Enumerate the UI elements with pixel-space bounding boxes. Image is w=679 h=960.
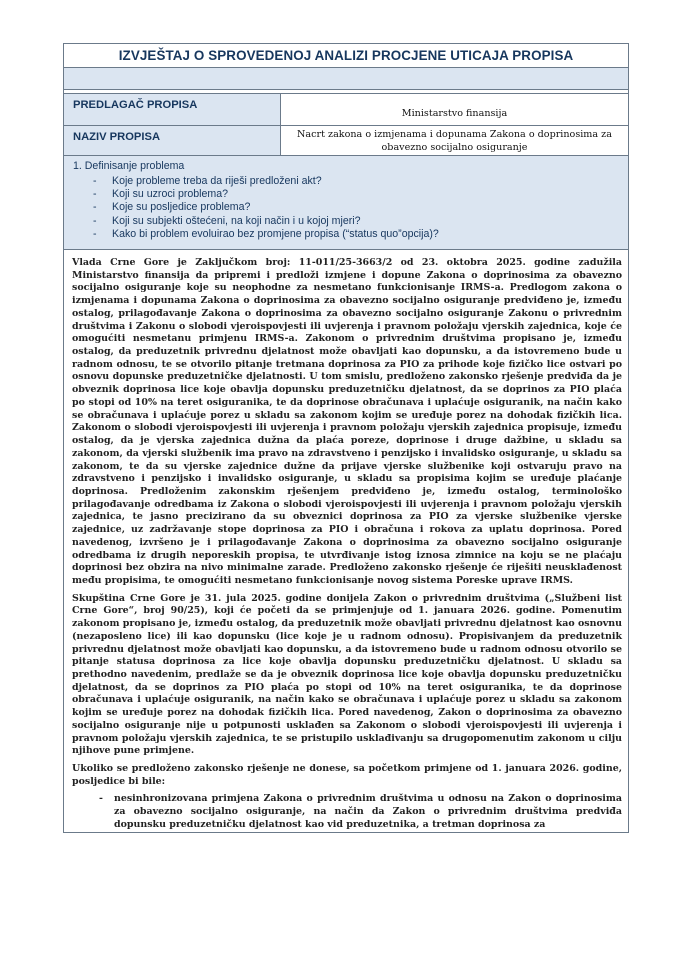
ria-report-table	[63, 43, 629, 833]
problem-definition-section	[64, 156, 628, 250]
body-paragraph: Skupština Crne Gore je 31. jula 2025. godine donijela Zakon o privrednim društvima („Službeni list Crne Gore“, broj 90/25), koji će početi da se primjenjuje od 1. januara 2026. godine. Pomenutim zakonom propisano je, između ostalog, da preduzetnik može obavljati privrednu djelatnost kao osnovnu (nezaposleno lice) ili kao dopunsku (lice koje je u radnom odnosu). Propisivanjem da preduzetnik privrednu djelatnost može obavljati kao dopunsku, a da istovremeno bude u radnom odnosu otvorilo se pitanje statusa doprinosa za lice koje obavlja dopunsku preduzetničku djelatnost. U skladu sa prethodno navedenim, predlaže se da je obveznik doprinosa lice koje obavlja dopunsku preduzetničku djelatnost, da se doprinos za PIO plaća po stopi od 10% na teret osiguranika, te da doprinose obračunava i uplaćuje osiguranik, na način kako se obračunava i uplaćuje porez u skladu sa zakonom kojim se uređuje porez na dohodak fizičkih lica. Pored navedenog, Zakon o doprinosima za obavezno socijalno osiguranje nije u potpunosti usklađen sa Zakonom o slobodi vjeroispovjesti ili uvjerenja i pravnom položaju vjerskih zajednica, te se pristupilo usklađivanju sa drugopomenutim zakonom u cilju njihove pune primjene.	[72, 592, 622, 757]
proposer-value: Ministarstvo finansija	[401, 108, 508, 119]
guiding-question: - Koji su subjekti oštećeni, na koji način i u kojoj mjeri?	[93, 215, 628, 228]
body-paragraph: Ukoliko se predloženo zakonsko rješenje ne donese, sa početkom primjene od 1. januara 2026. godine, posljedice bi bile:	[72, 763, 622, 787]
regulation-name-label: NAZIV PROPISA	[64, 126, 281, 155]
guiding-questions-list	[73, 175, 628, 241]
section-heading: 1. Definisanje problema	[73, 160, 185, 172]
guiding-question: - Koji su uzroci problema?	[93, 188, 628, 201]
body-paragraph: Vlada Crne Gore je Zaključkom broj: 11-011/25-3663/2 od 23. oktobra 2025. godine zadužila Ministarstvo finansija da pripremi i predloži izmjene i dopune Zakona o doprinosima za obavezno socijalno osiguranje koje su neophodne za nesmetano funkcionisanje IRMS-a. Predlogom zakona o izmjenama i dopunama Zakona o doprinosima za obavezno socijalno osiguranje predviđeno je, između ostalog, prilagođavanje Zakona o doprinosima za obavezno socijalno osiguranje Zakonu o privrednim društvima i Zakonu o slobodi vjeroispovjesti ili uvjerenja i pravnom položaju vjerskih zajednica, koje će omogućiti nesmetanu primjenu IRMS-a. Zakonom o privrednim društvima propisano je, između ostalog, da preduzetnik privrednu djelatnost može obavljati kao dopunsku, a da istovremeno bude u radnom odnosu, te se otvorilo pitanje tretmana doprinosa za PIO za prihode koje fizičko lice ostvari po osnovu dopunske preduzetničke djelatnosti. U tom smislu, predloženo zakonsko rješenje predviđa da je obveznik doprinosa lice koje obavlja dopunsku preduzetničku djelatnost, da se doprinos za PIO plaća po stopi od 10% na teret osiguranika, te da doprinose obračunava i uplaćuje osiguranik, na način kako se obračunava i uplaćuje porez u skladu sa zakonom kojim se uređuje porez na dohodak fizičkih lica. Zakonom o slobodi vjeroispovjesti ili uvjerenja i pravnom položaju vjerskih zajednica propisuje, između ostalog, da je vjerska zajednica dužna da plaća poreze, doprinose i druge dažbine, u skladu sa zakonom, da vjerski službenik ima pravo na zdravstveno i penzijsko i invalidsko osiguranje, u skladu sa zakonom, te da su vjerske zajednice dužne da prijave vjerske službenike koji ostvaruju pravo na zdravstveno i penzijsko i invalidsko osiguranje, u skladu sa propisima kojim se uređuje plaćanje doprinosa. Predloženim zakonskim rješenjem predviđeno je, između ostalog, terminološko prilagođavanje odredbama iz Zakona o slobodi vjeroispovjesti ili uvjerenja i pravnom položaju vjerskih zajednica, te jasno precizirano da su obveznici doprinosa za PIO za vjerske službenike vjerske zajednice, uz zadržavanje stope doprinosa za PIO i obračuna i rokova za uplatu doprinosa. Pored navedenog, izvršeno je i prilagođavanje Zakona o doprinosima za obavezno socijalno osiguranje odredbama iz drugih neporeskih propisa, te utvrđivanje istog iznosa zimnice na koju se ne plaćaju doprinosi bez obzira na nivo minimalne zarade. Predloženo zakonsko rješenje će riješiti neusklađenost među propisima, te omogućiti nesmetano funkcionisanje novog sistema Poreske uprave IRMS.	[72, 257, 622, 586]
guiding-question: - Kako bi problem evoluirao bez promjene propisa (“status quo”opcija)?	[93, 228, 628, 241]
consequences-list	[72, 793, 622, 831]
guiding-question: - Koje su posljedice problema?	[93, 201, 628, 214]
blank-header-row	[64, 68, 628, 90]
regulation-name-row	[64, 126, 628, 156]
consequence-item: - nesinhronizovana primjena Zakona o privrednim društvima u odnosu na Zakon o doprinosima za obavezno socijalno osiguranje, na način da Zakon o privrednim društvima predviđa dopunsku preduzetničku djelatnost kao vid preduzetnika, a tretman doprinosa za	[99, 793, 622, 831]
regulation-name-value: Nacrt zakona o izmjenama i dopunama Zakona o doprinosima za obavezno socijalno osiguranje	[297, 129, 612, 153]
guiding-question: - Koje probleme treba da riješi predloženi akt?	[93, 175, 628, 188]
proposer-label: PREDLAGAČ PROPISA	[64, 94, 281, 125]
report-title: IZVJEŠTAJ O SPROVEDENOJ ANALIZI PROCJENE UTICAJA PROPISA	[64, 44, 628, 68]
problem-description	[64, 250, 628, 832]
proposer-row	[64, 94, 628, 126]
